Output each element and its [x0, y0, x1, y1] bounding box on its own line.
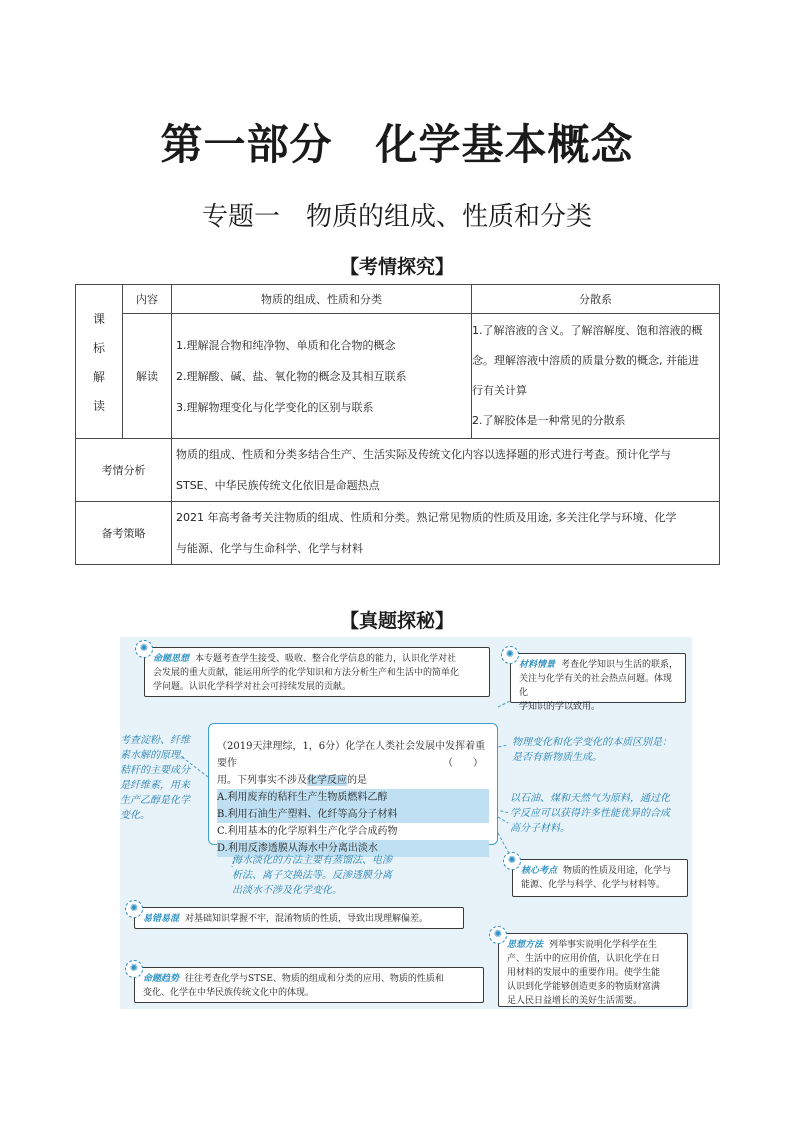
note-line: 出淡水不涉及化学变化。: [232, 885, 342, 896]
text-line: 物质的组成、性质和分类多结合生产、生活实际及传统文化内容以选择题的形式进行考查。预计化学与: [176, 448, 671, 461]
trend-label: 命题趋势: [143, 974, 180, 984]
option-d: D.利用反渗透膜从海水中分离出淡水: [217, 840, 489, 857]
right-handwritten-note-2: [510, 791, 692, 836]
list-item: 3.理解物理变化与化学变化的区别与联系: [176, 400, 374, 414]
strategy-text: [172, 502, 720, 565]
note-line: 考查化学知识与生活的联系，: [561, 660, 679, 670]
row-header-char: 标: [92, 340, 105, 355]
real-section-heading: 【真题探秘】: [339, 610, 454, 632]
list-item: 2.了解胶体是一种常见的分散系: [472, 414, 626, 427]
note-line: 学反应可以获得许多性能优异的合成: [510, 808, 670, 819]
list-item: 1.理解混合物和纯净物、单质和化合物的概念: [176, 338, 396, 352]
row-header-char: 课: [92, 311, 105, 326]
option-a: A.利用废弃的秸秆生产生物质燃料乙醇: [217, 789, 489, 806]
analysis-text: [172, 439, 720, 502]
table-row: [76, 502, 720, 565]
connector-line: [498, 701, 510, 707]
note-line: 往往考查化学与STSE、物质的组成和分类的应用、物质的性质和: [185, 974, 444, 984]
note-line: 产、生活中的应用价值，认识化学在日: [507, 954, 661, 964]
note-line: 关注与化学有关的社会热点问题。体现化: [519, 674, 673, 698]
table-row: [76, 439, 720, 502]
strategy-label: 备考策略: [76, 502, 172, 565]
question-source: （2019天津理综，1，6分）: [217, 741, 346, 752]
lightbulb-icon: ✺: [503, 852, 521, 870]
text-line: STSE、中华民族传统文化依旧是命题热点: [176, 479, 380, 492]
list-item: 念。理解溶液中溶质的质量分数的概念, 并能进: [472, 354, 699, 367]
col1-header: 物质的组成、性质和分类: [172, 285, 472, 314]
note-line: 海水淡化的方法主要有蒸馏法、电渗: [232, 855, 392, 866]
note-line: 以石油、煤和天然气为原料，通过化: [510, 793, 670, 804]
option-c: C.利用基本的化学原料生产化学合成药物: [217, 826, 398, 837]
question-stem: 的是: [347, 775, 367, 786]
table-row: [76, 285, 720, 314]
question-stem: 化学在人类社会发展中发挥着重要作: [217, 741, 486, 769]
core-note: [507, 855, 688, 897]
note-line: 秸秆的主要成分: [120, 765, 190, 776]
note-line: 会发展的重大贡献，能运用所学的化学知识和方法分析生产和生活中的简单化: [153, 668, 460, 678]
note-line: 变化、化学在中华民族传统文化中的体现。: [143, 988, 315, 998]
note-line: 本专题考查学生接受、吸收、整合化学信息的能力，认识化学对社: [195, 654, 457, 664]
note-line: 能源、化学与科学、化学与材料等。: [521, 880, 666, 890]
interpret-label: 解读: [123, 314, 172, 439]
row-header-char: 读: [92, 398, 105, 413]
lightbulb-icon: ✺: [135, 640, 153, 658]
note-line: 列举事实说明化学科学在生: [549, 940, 658, 950]
content-label: 内容: [123, 285, 172, 314]
intent-label: 命题思想: [153, 654, 190, 664]
right-handwritten-note-1: [512, 735, 692, 765]
trend-note: [129, 963, 484, 1003]
list-item: 1.了解溶液的含义。了解溶解度、饱和溶液的概: [472, 324, 703, 337]
note-line: 变化。: [120, 810, 150, 821]
lightbulb-icon: ✺: [501, 646, 519, 664]
question-box: [208, 723, 498, 854]
note-line: 学知识的学以致用。: [519, 702, 601, 712]
lightbulb-icon: ✺: [125, 960, 143, 978]
note-line: 素水解的原理。: [120, 750, 190, 761]
note-line: 考查淀粉、纤维: [120, 735, 190, 746]
col2-lines: [472, 314, 720, 439]
col1-items: [172, 314, 472, 439]
note-line: 认识到化学能够创造更多的物质财富满: [507, 982, 661, 992]
note-line: 物质的性质及用途，化学与: [563, 866, 672, 876]
col2-header: 分散系: [472, 285, 720, 314]
row-header-cell: [76, 285, 123, 439]
analysis-label: 考情分析: [76, 439, 172, 502]
error-label: 易错易混: [143, 914, 180, 924]
text-line: 与能源、化学与生命科学、化学与材料: [176, 542, 363, 555]
question-keyword: 化学反应: [307, 775, 347, 786]
note-line: 是否有新物质生成。: [512, 752, 602, 763]
note-line: 物理变化和化学变化的本质区别是：: [512, 737, 672, 748]
list-item: 2.理解酸、碱、盐、氧化物的概念及其相互联系: [176, 369, 407, 383]
left-handwritten-note: [120, 733, 200, 823]
row-header-char: 解: [92, 369, 105, 384]
exam-table: [75, 284, 720, 565]
list-item: 行有关计算: [472, 384, 527, 397]
topic-title: 专题一 物质的组成、性质和分类: [201, 202, 592, 232]
answer-blank: （ ）: [443, 758, 483, 769]
connector-line: [498, 817, 508, 823]
note-line: 析法、离子交换法等。反渗透膜分离: [232, 870, 392, 881]
material-note: [505, 649, 686, 712]
intent-note: [139, 643, 490, 697]
main-title: 第一部分 化学基本概念: [160, 120, 634, 169]
exam-section-heading: 【考情探究】: [339, 256, 454, 278]
note-line: 生产乙醇是化学: [120, 795, 190, 806]
table-row: [76, 314, 720, 439]
option-b: B.利用石油生产塑料、化纤等高分子材料: [217, 806, 489, 823]
bottom-handwritten-note: [232, 853, 432, 898]
note-line: 对基础知识掌握不牢，混淆物质的性质，导致出现理解偏差。: [185, 914, 429, 924]
infographic-panel: [120, 637, 692, 1009]
note-line: 高分子材料。: [510, 823, 570, 834]
lightbulb-icon: ✺: [489, 926, 507, 944]
error-note: [129, 903, 464, 929]
note-line: 用材料的发展中的重要作用。使学生能: [507, 968, 661, 978]
note-line: 学问题。认识化学科学对社会可持续发展的贡献。: [153, 682, 352, 692]
note-line: 足人民日益增长的美好生活需要。: [507, 996, 643, 1006]
core-label: 核心考点: [521, 866, 558, 876]
method-note: [493, 929, 688, 1007]
lightbulb-icon: ✺: [125, 900, 143, 918]
material-label: 材料情景: [519, 660, 556, 670]
method-label: 思想方法: [507, 940, 544, 950]
text-line: 2021 年高考备考关注物质的组成、性质和分类。熟记常见物质的性质及用途, 多关注化学与环境、化学: [176, 511, 677, 524]
note-line: 是纤维素，用来: [120, 780, 190, 791]
question-stem: 用。下列事实不涉及: [217, 775, 307, 786]
